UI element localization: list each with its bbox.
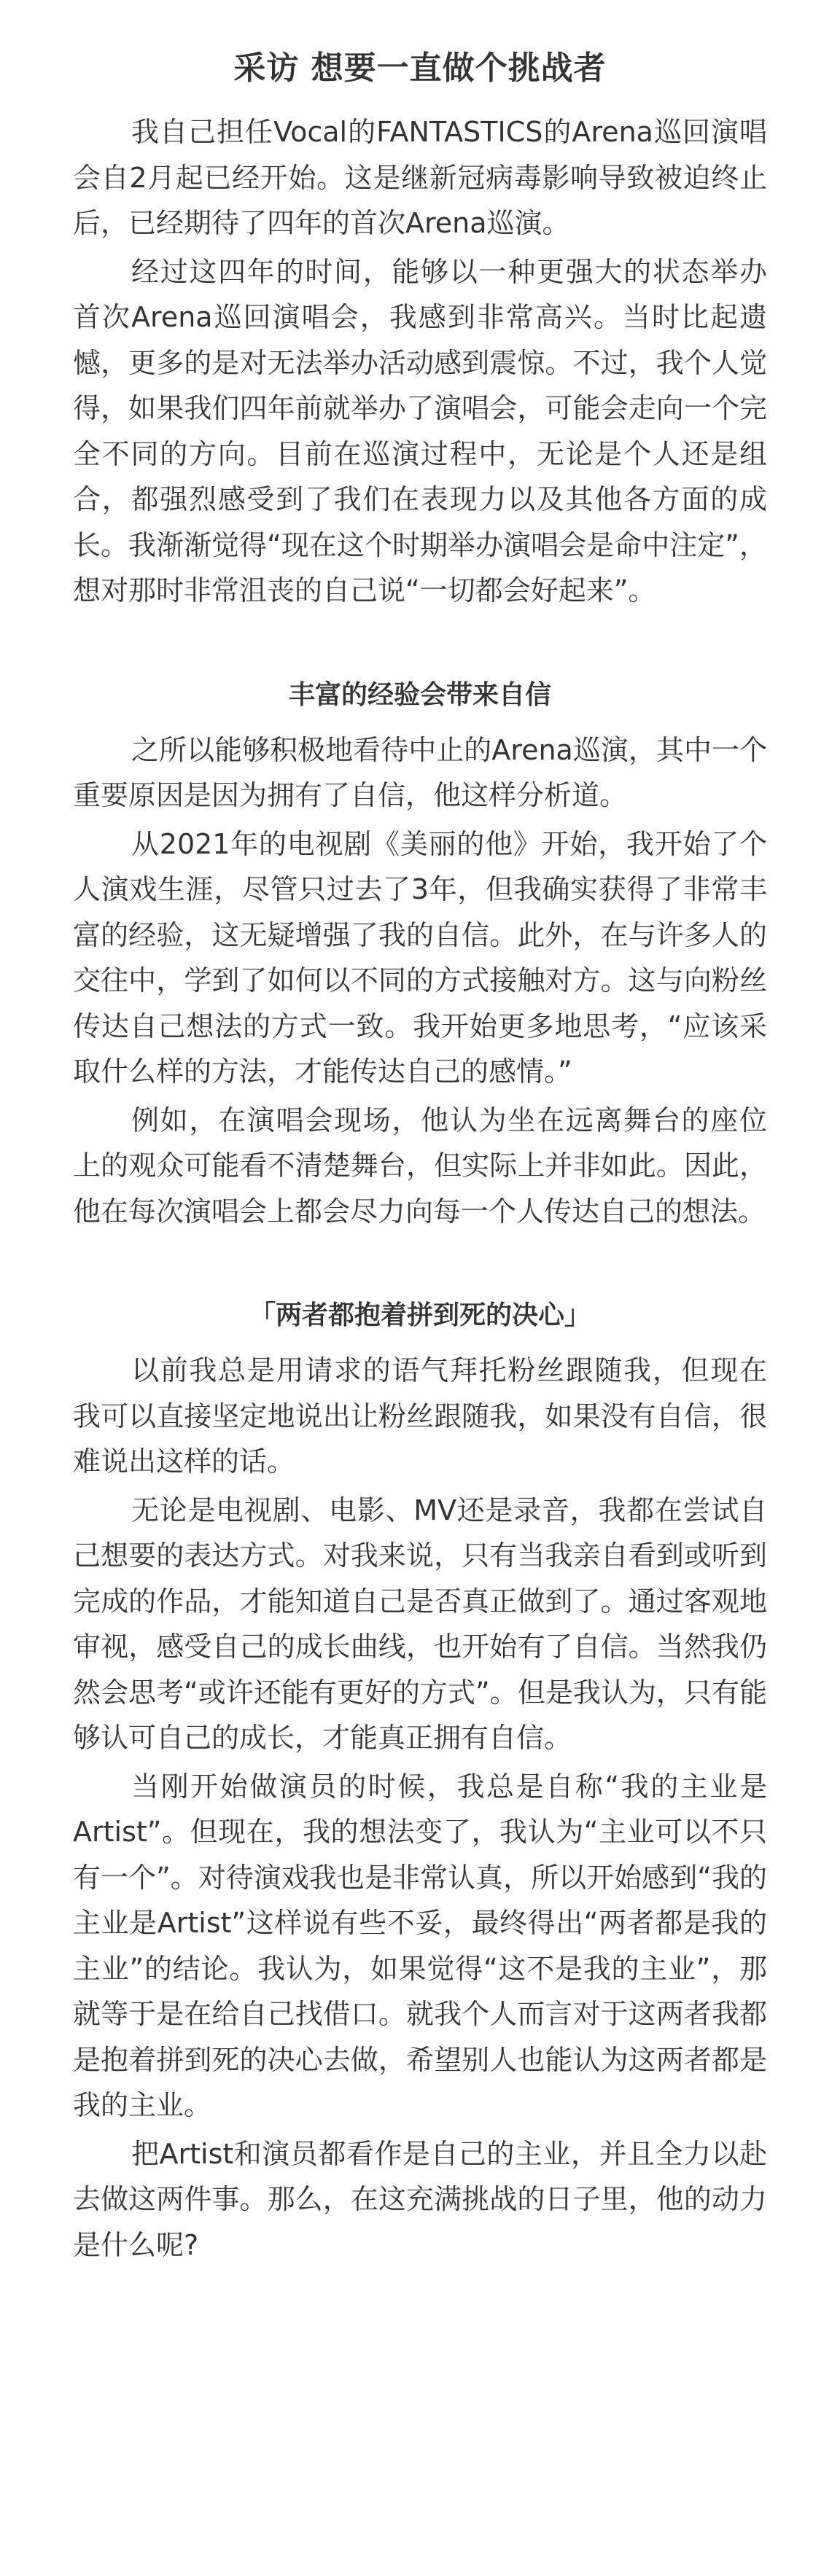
intro-paragraph: 我自己担任Vocal的FANTASTICS的Arena巡回演唱会自2月起已经开始。这是继新冠病毒影响导致被迫终止后，已经期待了四年的首次Arena巡演。: [73, 116, 767, 239]
section-paragraph: 把Artist和演员都看作是自己的主业，并且全力以赴去做这两件事。那么，在这充满挑战的日子里，他的动力是什么呢?: [73, 2137, 767, 2261]
section-paragraph: 例如，在演唱会现场，他认为坐在远离舞台的座位上的观众可能看不清楚舞台，但实际上并非如此。因此，他在每次演唱会上都会尽力向每一个人传达自己的想法。: [73, 1104, 767, 1227]
section-heading: 丰富的经验会带来自信: [288, 679, 551, 710]
section-paragraph: 当刚开始做演员的时候，我总是自称“我的主业是Artist”。但现在，我的想法变了，我认为“主业可以不只有一个”。对待演戏我也是非常认真，所以开始感到“我的主业是Artist”这样说有些不妥，最终得出“两者都是我的主业”的结论。我认为，如果觉得“这不是我的主业”，那就等于是在给自己找借口。就我个人而言对于这两者我都是抱着拼到死的决心去做，希望别人也能认为这两者都是我的主业。: [73, 1770, 767, 2121]
section-heading: 「两者都抱着拼到死的决心」: [249, 1300, 591, 1330]
section-paragraph: 以前我总是用请求的语气拜托粉丝跟随我，但现在我可以直接坚定地说出让粉丝跟随我，如果没有自信，很难说出这样的话。: [73, 1354, 767, 1478]
section-determination: [73, 1294, 767, 2268]
article-title: 采访 想要一直做个挑战者: [233, 50, 607, 87]
section-paragraph: 之所以能够积极地看待中止的Arena巡演，其中一个重要原因是因为拥有了自信，他这样分析道。: [73, 733, 767, 811]
intro-paragraph: 经过这四年的时间，能够以一种更强大的状态举办首次Arena巡回演唱会，我感到非常高兴。当时比起遗憾，更多的是对无法举办活动感到震惊。不过，我个人觉得，如果我们四年前就举办了演唱会，可能会走向一个完全不同的方向。目前在巡演过程中，无论是个人还是组合，都强烈感受到了我们在表现力以及其他各方面的成长。我渐渐觉得“现在这个时期举办演唱会是命中注定”，想对那时非常沮丧的自己说“一切都会好起来”。: [73, 255, 767, 606]
section-paragraph: 无论是电视剧、电影、MV还是录音，我都在尝试自己想要的表达方式。对我来说，只有当我亲自看到或听到完成的作品，才能知道自己是否真正做到了。通过客观地审视，感受自己的成长曲线，也开始有了自信。当然我仍然会思考“或许还能有更好的方式”。但是我认为，只有能够认可自己的成长，才能真正拥有自信。: [73, 1494, 767, 1754]
section-paragraph: 从2021年的电视剧《美丽的他》开始，我开始了个人演戏生涯，尽管只过去了3年，但我确实获得了非常丰富的经验，这无疑增强了我的自信。此外，在与许多人的交往中，学到了如何以不同的方式接触对方。这与向粉丝传达自己想法的方式一致。我开始更多地思考，“应该采取什么样的方法，才能传达自己的感情。”: [73, 827, 767, 1088]
section-confidence: [73, 674, 767, 1235]
